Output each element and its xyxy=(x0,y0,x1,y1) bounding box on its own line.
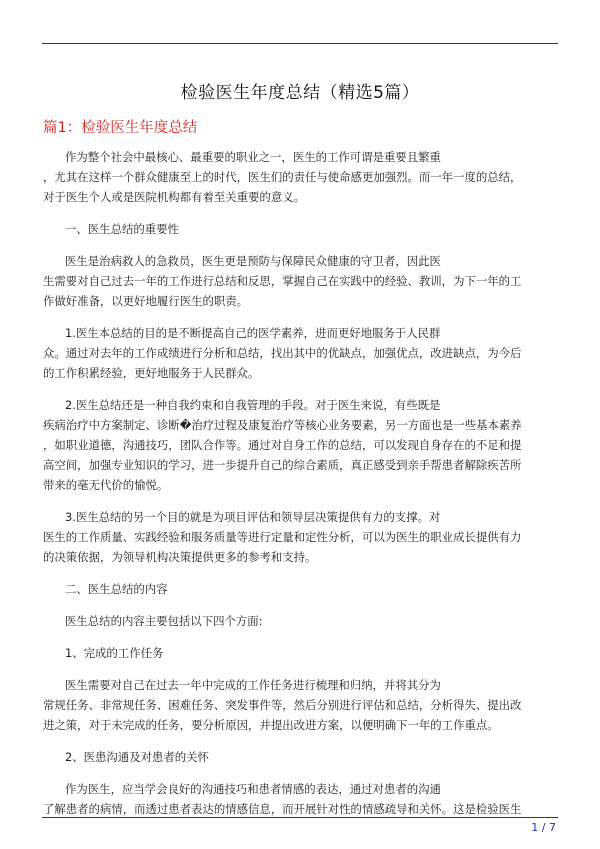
text-line: 的决策依据，为领导机构决策提供更多的参考和支持。 xyxy=(43,550,317,564)
text-line: 了解患者的病情，而透过患者表达的情感信息，而开展针对性的情感疏导和关怀。这是检验医生 xyxy=(43,802,522,816)
subsection-heading xyxy=(43,643,557,663)
subsection-heading xyxy=(43,747,557,767)
text-line: 3.医生总结的另一个目的就是为项目评估和领导层决策提供有力的支撑。对 xyxy=(65,510,441,524)
paragraph xyxy=(43,251,557,311)
text-line: 高空间，加强专业知识的学习，进一步提升自己的综合素质，真正感受到亲手帮患者解除疾苦所 xyxy=(43,458,522,472)
paragraph xyxy=(43,675,557,735)
subsection-heading xyxy=(43,579,557,599)
text-line: 带来的毫无代价的愉悦。 xyxy=(43,478,169,492)
document-title: 检验医生年度总结（精选5篇） xyxy=(180,83,420,103)
text-line: 作为整个社会中最核心、最重要的职业之一，医生的工作可谓是重要且繁重 xyxy=(65,150,441,164)
text-line: 一、医生总结的重要性 xyxy=(65,222,179,236)
paragraph xyxy=(43,611,557,631)
text-line: 医生需要对自己在过去一年中完成的工作任务进行梳理和归纳，并将其分为 xyxy=(65,678,441,692)
text-line: 2.医生总结还是一种自我约束和自我管理的手段。对于医生来说，有些既是 xyxy=(65,398,441,412)
page-number: 1 / 7 xyxy=(531,821,556,834)
text-line: 对于医生个人或是医院机构都有着至关重要的意义。 xyxy=(43,190,305,204)
paragraph xyxy=(43,147,557,207)
header-rule xyxy=(42,43,558,44)
text-line: 二、医生总结的内容 xyxy=(65,582,168,596)
text-line: 医生总结的内容主要包括以下四个方面: xyxy=(65,614,263,628)
paragraph xyxy=(43,395,557,495)
paragraph xyxy=(43,779,557,819)
text-line: 2、医患沟通及对患者的关怀 xyxy=(65,750,209,764)
paragraph xyxy=(43,323,557,383)
text-line: 常规任务、非常规任务、困难任务、突发事件等，然后分别进行评估和总结，分析得失、提出改 xyxy=(43,698,522,712)
text-line: ，尤其在这样一个群众健康至上的时代，医生们的责任与使命感更加强烈。而一年一度的总结， xyxy=(43,170,522,184)
text-line: 医生的工作质量、实践经验和服务质量等进行定量和定性分析，可以为医生的职业成长提供有力 xyxy=(43,530,522,544)
document-body xyxy=(43,147,557,831)
text-line: 的工作积累经验，更好地服务于人民群众。 xyxy=(43,366,260,380)
section-heading: 篇1：检验医生年度总结 xyxy=(43,120,198,136)
text-line: 1、完成的工作任务 xyxy=(65,646,164,660)
paragraph xyxy=(43,507,557,567)
text-line: 进之策，对于未完成的任务，要分析原因，并提出改进方案，以便明确下一年的工作重点。 xyxy=(43,718,499,732)
text-line: 疾病治疗中方案制定、诊断�治疗过程及康复治疗等核心业务要素，另一方面也是一些基本素养 xyxy=(43,418,522,432)
footer-rule xyxy=(42,817,558,818)
text-line: 医生是治病救人的急救员，医生更是预防与保障民众健康的守卫者，因此医 xyxy=(65,254,441,268)
subsection-heading xyxy=(43,219,557,239)
text-line: 生需要对自己过去一年的工作进行总结和反思，掌握自己在实践中的经验、教训，为下一年的工 xyxy=(43,274,522,288)
text-line: 众。通过对去年的工作成绩进行分析和总结，找出其中的优缺点，加强优点，改进缺点，为今后 xyxy=(43,346,522,360)
text-line: ，如职业道德，沟通技巧，团队合作等。通过对自身工作的总结，可以发现自身存在的不足和提 xyxy=(43,438,522,452)
text-line: 作做好准备，以更好地履行医生的职责。 xyxy=(43,294,249,308)
text-line: 作为医生，应当学会良好的沟通技巧和患者情感的表达，通过对患者的沟通 xyxy=(65,782,441,796)
text-line: 1.医生本总结的目的是不断提高自己的医学素养，进而更好地服务于人民群 xyxy=(65,326,441,340)
